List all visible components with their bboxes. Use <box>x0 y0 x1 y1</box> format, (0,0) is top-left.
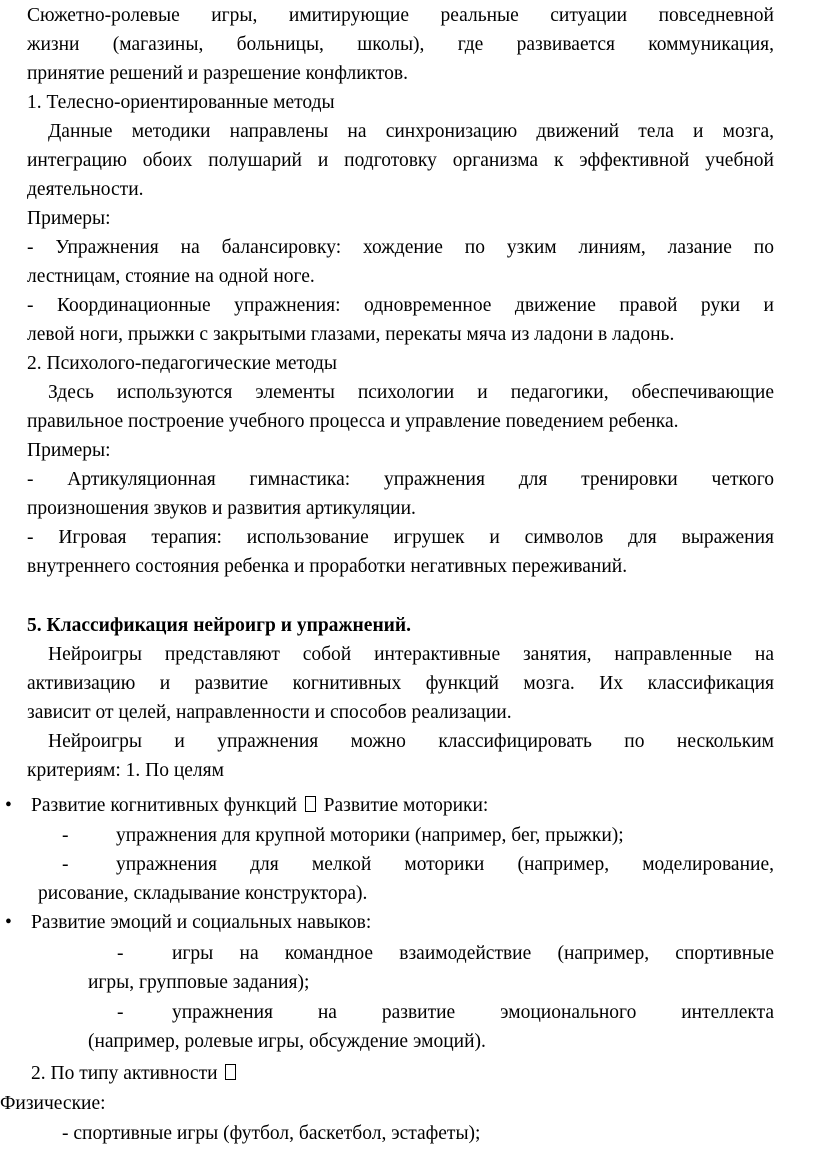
dash-marker: - <box>117 1002 124 1023</box>
dash-item-line: игры, групповые задания); <box>88 972 310 993</box>
bullet-marker: • <box>5 912 12 933</box>
bullet-marker: • <box>5 795 12 816</box>
dash-marker: - <box>117 943 124 964</box>
dash-item-line: - спортивные игры (футбол, баскетбол, эстафеты); <box>62 1123 481 1144</box>
section-heading: 5. Классификация нейроигр и упражнений. <box>27 615 412 636</box>
paragraph-line: деятельности. <box>27 179 144 200</box>
list-item-line: произношения звуков и развития артикуляции. <box>27 498 416 519</box>
paragraph-line: жизни (магазины, больницы, школы), где развивается коммуникация, <box>27 34 774 55</box>
list-item-line: - Координационные упражнения: одновременное движение правой руки и <box>27 295 774 316</box>
bullet-text-emotions: Развитие эмоций и социальных навыков: <box>31 912 372 933</box>
paragraph-line: критериям: 1. По целям <box>27 760 224 781</box>
list-item-line: - Упражнения на балансировку: хождение по узким линиям, лазание по <box>27 237 774 258</box>
missing-glyph-icon <box>225 1064 236 1080</box>
bullet-text-cognitive: Развитие когнитивных функций <box>31 795 297 816</box>
bullet-item <box>31 793 771 819</box>
list-item-line: лестницам, стояние на одной ноге. <box>27 266 315 287</box>
heading-activity-text: 2. По типу активности <box>31 1063 218 1084</box>
dash-marker: - <box>62 825 69 846</box>
list-item-line: левой ноги, прыжки с закрытыми глазами, перекаты мяча из ладони в ладонь. <box>27 324 675 345</box>
heading-psych-methods: 2. Психолого-педагогические методы <box>27 353 338 374</box>
paragraph-line: Здесь используются элементы психологии и педагогики, обеспечивающие <box>48 382 774 403</box>
dash-item-line: рисование, складывание конструктора). <box>38 883 368 904</box>
heading-activity-type <box>31 1061 771 1087</box>
list-item-line: - Игровая терапия: использование игрушек и символов для выражения <box>27 527 774 548</box>
dash-item-line: упражнения для мелкой моторики (например, моделирование, <box>116 854 774 875</box>
heading-body-methods: 1. Телесно-ориентированные методы <box>27 92 335 113</box>
paragraph-line: интеграцию обоих полушарий и подготовку организма к эффективной учебной <box>27 150 774 171</box>
paragraph-line: Сюжетно-ролевые игры, имитирующие реальные ситуации повседневной <box>27 5 774 26</box>
dash-marker: - <box>62 854 69 875</box>
paragraph-line: активизацию и развитие когнитивных функций мозга. Их классификация <box>27 673 774 694</box>
paragraph-line: зависит от целей, направленности и способов реализации. <box>27 702 512 723</box>
examples-label: Примеры: <box>27 440 111 461</box>
missing-glyph-icon <box>305 796 316 812</box>
dash-item-line: (например, ролевые игры, обсуждение эмоций). <box>88 1031 486 1052</box>
list-item-line: внутреннего состояния ребенка и проработки негативных переживаний. <box>27 556 628 577</box>
paragraph-line: Данные методики направлены на синхронизацию движений тела и мозга, <box>48 121 774 142</box>
bullet-text-motor: Развитие моторики: <box>323 795 489 816</box>
dash-item-line: упражнения на развитие эмоционального интеллекта <box>172 1002 774 1023</box>
paragraph-line: принятие решений и разрешение конфликтов. <box>27 63 408 84</box>
paragraph-line: Нейроигры представляют собой интерактивные занятия, направленные на <box>48 644 774 665</box>
dash-item-line: упражнения для крупной моторики (например, бег, прыжки); <box>116 825 624 846</box>
dash-item-line: игры на командное взаимодействие (например, спортивные <box>172 943 774 964</box>
paragraph-line: Нейроигры и упражнения можно классифицировать по нескольким <box>48 731 774 752</box>
list-item-line: - Артикуляционная гимнастика: упражнения для тренировки четкого <box>27 469 774 490</box>
paragraph-line: правильное построение учебного процесса и управление поведением ребенка. <box>27 411 679 432</box>
examples-label: Примеры: <box>27 208 111 229</box>
physical-label: Физические: <box>0 1093 106 1114</box>
